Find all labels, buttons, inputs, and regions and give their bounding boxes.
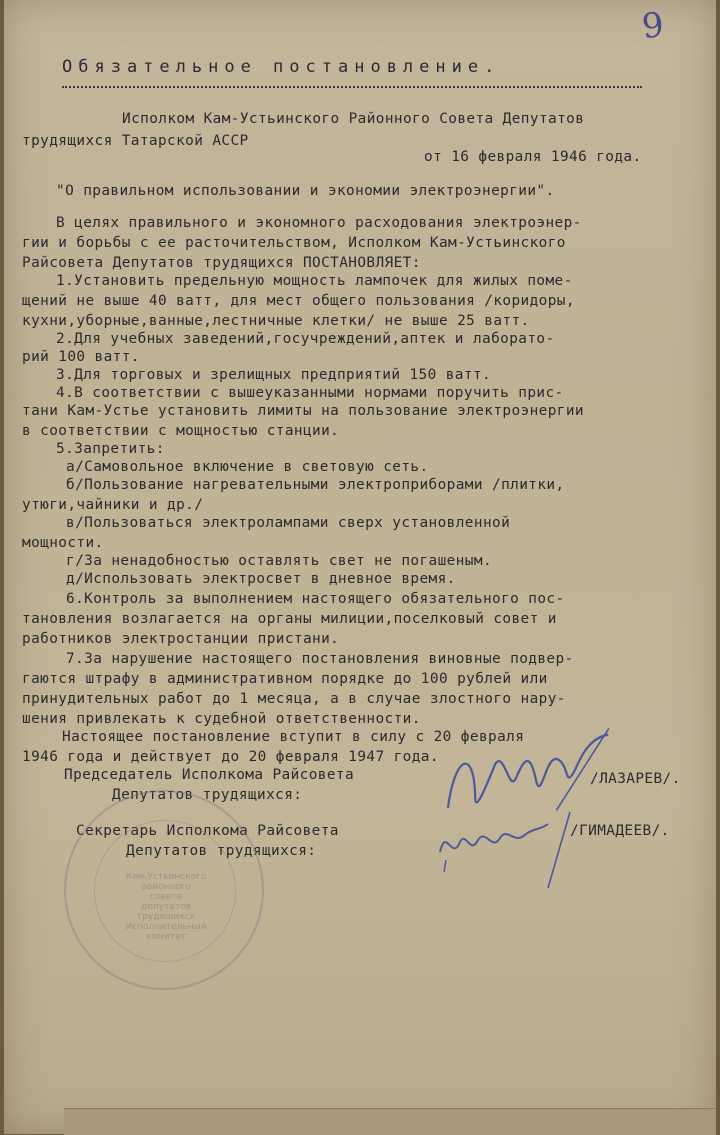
date-line: от 16 февраля 1946 года. [424, 149, 642, 165]
body-line: в соответствии с мощностью станции. [22, 423, 340, 439]
signature-stroke [544, 810, 574, 890]
body-line: 1.Установить предельную мощность лампочек для жилых поме- [56, 273, 573, 289]
body-line: тановления возлагается на органы милиции,поселковый совет и [22, 611, 557, 627]
body-line: гаются штрафу в административном порядке до 100 рублей или [22, 671, 548, 687]
secretary-signature [436, 812, 556, 872]
issuer-line-1: Исполком Кам-Устьинского Районного Совета Депутатов [122, 111, 585, 127]
body-line: б/Пользование нагревательными электроприборами /плитки, [66, 477, 565, 493]
body-line: в/Пользоваться электролампами сверх установленной [66, 515, 511, 531]
body-line: 2.Для учебных заведений,госучреждений,аптек и лаборато- [56, 331, 555, 347]
heading-underline [62, 86, 642, 92]
document-page [4, 0, 716, 1134]
body-line: щений не выше 40 ватт, для мест общего пользования /коридоры, [22, 293, 575, 309]
chair-title-line-2: Депутатов трудящихся: [112, 787, 303, 803]
body-line: 1946 года и действует до 20 февраля 1947 года. [22, 749, 439, 765]
body-line: а/Самовольное включение в световую сеть. [66, 459, 429, 475]
stamp-text: Кам-Устьинского районного совета депутатов трудящихся Исполнительный комитет [125, 872, 207, 942]
body-line: гии и борьбы с ее расточительством, Исполком Кам-Устьинского [22, 235, 566, 251]
body-line: д/Использовать электросвет в дневное время. [66, 571, 456, 587]
body-line: 3.Для торговых и зрелищных предприятий 150 ватт. [56, 367, 492, 383]
body-line: 6.Контроль за выполнением настоящего обязательного пос- [66, 591, 565, 607]
page-number: 9 [639, 4, 666, 48]
body-line: 4.В соответствии с вышеуказанными нормами поручить прис- [56, 385, 564, 401]
round-stamp [64, 790, 264, 990]
secretary-title-line-2: Депутатов трудящихся: [126, 843, 317, 859]
body-line: принудительных работ до 1 месяца, а в случае злостного нару- [22, 691, 566, 707]
body-line: кухни,уборные,ванные,лестничные клетки/ не выше 25 ватт. [22, 313, 530, 329]
secretary-name: /ГИМАДЕЕВ/. [570, 823, 670, 839]
underlying-page-edge [64, 1108, 716, 1135]
body-line: утюги,чайники и др./ [22, 497, 204, 513]
body-line: В целях правильного и экономного расходования электроэнер- [56, 215, 582, 231]
chair-name: /ЛАЗАРЕВ/. [590, 771, 681, 787]
body-line: 5.Запретить: [56, 441, 165, 457]
body-line: Райсовета Депутатов трудящихся ПОСТАНОВЛЯЕТ: [22, 255, 421, 271]
secretary-title-line-1: Секретарь Исполкома Райсовета [76, 823, 339, 839]
body-line: г/За ненадобностью оставлять свет не погашеным. [66, 553, 493, 569]
body-line: тани Кам-Устье установить лимиты на пользование электроэнергии [22, 403, 584, 419]
body-line: мощности. [22, 535, 104, 551]
chair-title-line-1: Председатель Исполкома Райсовета [64, 767, 355, 783]
body-line: шения привлекать к судебной ответственности. [22, 711, 421, 727]
document-heading: Обязательное постановление. [62, 57, 501, 77]
body-line: 7.За нарушение настоящего постановления виновные подвер- [66, 651, 574, 667]
body-line: Настоящее постановление вступит в силу с 20 февраля [62, 729, 525, 745]
issuer-line-2: трудящихся Татарской АССР [22, 133, 249, 149]
subject-line: "О правильном использовании и экономии электроэнергии". [56, 183, 555, 199]
body-line: рий 100 ватт. [22, 349, 140, 365]
body-line: работников электростанции пристани. [22, 631, 340, 647]
